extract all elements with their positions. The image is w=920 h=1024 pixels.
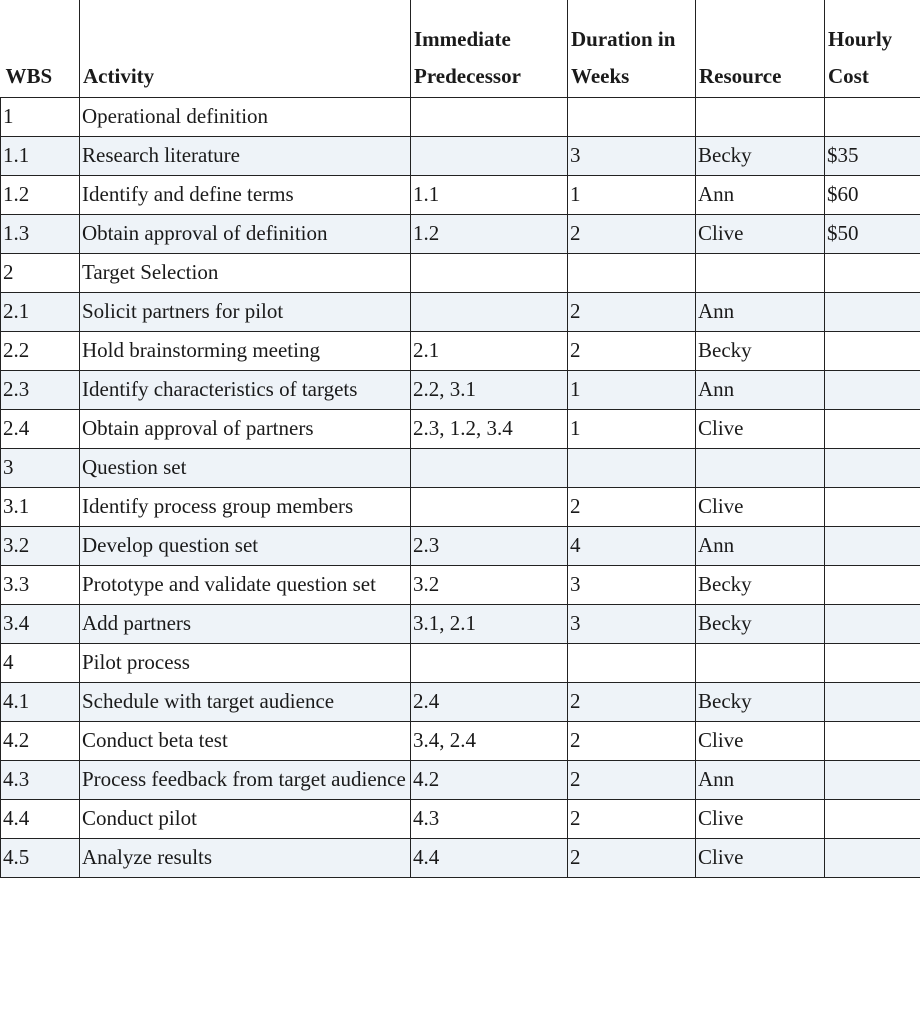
table-row (1, 839, 920, 878)
header-duration: Duration in Weeks (568, 0, 696, 98)
cell-activity: Identify process group members (80, 488, 411, 527)
cell-duration: 3 (568, 137, 696, 176)
cell-activity: Solicit partners for pilot (80, 293, 411, 332)
cell-predecessor: 3.1, 2.1 (411, 605, 568, 644)
cell-predecessor: 1.1 (411, 176, 568, 215)
cell-wbs: 3.2 (1, 527, 80, 566)
header-wbs: WBS (1, 0, 80, 98)
cell-predecessor: 2.2, 3.1 (411, 371, 568, 410)
table-body (1, 98, 920, 878)
cell-activity: Research literature (80, 137, 411, 176)
cell-resource (696, 254, 825, 293)
table-row (1, 683, 920, 722)
cell-wbs: 1 (1, 98, 80, 137)
header-predecessor: Immediate Predecessor (411, 0, 568, 98)
table-row (1, 566, 920, 605)
cell-wbs: 4.3 (1, 761, 80, 800)
table-row (1, 371, 920, 410)
table-row (1, 722, 920, 761)
cell-resource: Ann (696, 371, 825, 410)
cell-duration: 2 (568, 839, 696, 878)
cell-duration: 1 (568, 371, 696, 410)
cell-duration: 4 (568, 527, 696, 566)
cell-cost: $35 (825, 137, 920, 176)
table-row (1, 488, 920, 527)
cell-cost (825, 254, 920, 293)
table-row (1, 527, 920, 566)
cell-resource: Becky (696, 605, 825, 644)
cell-predecessor (411, 644, 568, 683)
cell-predecessor: 2.3 (411, 527, 568, 566)
cell-wbs: 4.4 (1, 800, 80, 839)
cell-duration: 3 (568, 605, 696, 644)
cell-cost (825, 644, 920, 683)
cell-duration: 2 (568, 488, 696, 527)
cell-activity: Operational definition (80, 98, 411, 137)
cell-duration: 3 (568, 566, 696, 605)
cell-wbs: 3 (1, 449, 80, 488)
table-row (1, 137, 920, 176)
cell-activity: Add partners (80, 605, 411, 644)
table-row (1, 98, 920, 137)
cell-activity: Conduct pilot (80, 800, 411, 839)
cell-duration: 2 (568, 293, 696, 332)
cell-activity: Obtain approval of partners (80, 410, 411, 449)
table-row (1, 449, 920, 488)
cell-cost (825, 683, 920, 722)
cell-duration: 2 (568, 722, 696, 761)
cell-resource: Becky (696, 683, 825, 722)
cell-duration (568, 644, 696, 683)
table-row (1, 410, 920, 449)
cell-resource: Ann (696, 527, 825, 566)
cell-predecessor: 3.2 (411, 566, 568, 605)
cell-activity: Question set (80, 449, 411, 488)
cell-cost (825, 839, 920, 878)
cell-wbs: 3.3 (1, 566, 80, 605)
cell-activity: Conduct beta test (80, 722, 411, 761)
cell-activity: Schedule with target audience (80, 683, 411, 722)
cell-predecessor: 3.4, 2.4 (411, 722, 568, 761)
cell-activity: Identify characteristics of targets (80, 371, 411, 410)
cell-resource: Clive (696, 800, 825, 839)
cell-cost (825, 410, 920, 449)
cell-predecessor: 4.4 (411, 839, 568, 878)
cell-duration (568, 98, 696, 137)
cell-cost (825, 527, 920, 566)
cell-duration: 2 (568, 761, 696, 800)
cell-cost (825, 566, 920, 605)
cell-cost: $50 (825, 215, 920, 254)
cell-duration: 2 (568, 800, 696, 839)
cell-cost (825, 332, 920, 371)
cell-wbs: 4 (1, 644, 80, 683)
cell-predecessor (411, 98, 568, 137)
cell-predecessor (411, 488, 568, 527)
cell-cost (825, 488, 920, 527)
cell-duration: 1 (568, 176, 696, 215)
cell-duration: 2 (568, 332, 696, 371)
cell-activity: Hold brainstorming meeting (80, 332, 411, 371)
header-resource: Resource (696, 0, 825, 98)
cell-cost (825, 722, 920, 761)
header-activity: Activity (80, 0, 411, 98)
cell-activity: Obtain approval of definition (80, 215, 411, 254)
cell-cost (825, 293, 920, 332)
header-cost: Hourly Cost (825, 0, 920, 98)
cell-wbs: 3.1 (1, 488, 80, 527)
cell-activity: Target Selection (80, 254, 411, 293)
cell-resource: Becky (696, 332, 825, 371)
cell-resource: Clive (696, 722, 825, 761)
cell-resource: Becky (696, 566, 825, 605)
cell-duration: 2 (568, 215, 696, 254)
table-row (1, 800, 920, 839)
cell-wbs: 1.3 (1, 215, 80, 254)
cell-resource: Becky (696, 137, 825, 176)
table-row (1, 761, 920, 800)
cell-resource (696, 644, 825, 683)
cell-predecessor (411, 254, 568, 293)
table-row (1, 605, 920, 644)
cell-predecessor: 2.4 (411, 683, 568, 722)
cell-activity: Analyze results (80, 839, 411, 878)
cell-predecessor (411, 137, 568, 176)
cell-resource: Clive (696, 410, 825, 449)
cell-wbs: 2.3 (1, 371, 80, 410)
cell-activity: Identify and define terms (80, 176, 411, 215)
cell-predecessor: 2.1 (411, 332, 568, 371)
cell-activity: Prototype and validate question set (80, 566, 411, 605)
cell-wbs: 4.1 (1, 683, 80, 722)
cell-resource: Clive (696, 839, 825, 878)
cell-predecessor: 4.2 (411, 761, 568, 800)
cell-wbs: 1.2 (1, 176, 80, 215)
cell-wbs: 1.1 (1, 137, 80, 176)
cell-predecessor: 2.3, 1.2, 3.4 (411, 410, 568, 449)
cell-predecessor (411, 449, 568, 488)
cell-predecessor: 4.3 (411, 800, 568, 839)
cell-cost (825, 371, 920, 410)
cell-cost (825, 449, 920, 488)
table-row (1, 332, 920, 371)
cell-cost (825, 605, 920, 644)
cell-resource (696, 449, 825, 488)
table-header (1, 0, 920, 98)
table-row (1, 644, 920, 683)
cell-resource: Clive (696, 488, 825, 527)
cell-cost (825, 800, 920, 839)
cell-duration (568, 449, 696, 488)
cell-wbs: 4.5 (1, 839, 80, 878)
cell-activity: Process feedback from target audience (80, 761, 411, 800)
cell-wbs: 2.4 (1, 410, 80, 449)
cell-wbs: 4.2 (1, 722, 80, 761)
cell-resource: Ann (696, 176, 825, 215)
cell-resource: Ann (696, 761, 825, 800)
cell-cost (825, 761, 920, 800)
cell-wbs: 2 (1, 254, 80, 293)
table-row (1, 215, 920, 254)
cell-duration: 1 (568, 410, 696, 449)
cell-cost (825, 98, 920, 137)
cell-predecessor: 1.2 (411, 215, 568, 254)
cell-duration (568, 254, 696, 293)
cell-duration: 2 (568, 683, 696, 722)
cell-wbs: 3.4 (1, 605, 80, 644)
cell-predecessor (411, 293, 568, 332)
cell-wbs: 2.1 (1, 293, 80, 332)
cell-activity: Develop question set (80, 527, 411, 566)
cell-resource: Clive (696, 215, 825, 254)
cell-wbs: 2.2 (1, 332, 80, 371)
cell-activity: Pilot process (80, 644, 411, 683)
cell-cost: $60 (825, 176, 920, 215)
table-row (1, 293, 920, 332)
cell-resource (696, 98, 825, 137)
cell-resource: Ann (696, 293, 825, 332)
table-row (1, 176, 920, 215)
table-row (1, 254, 920, 293)
header-row (1, 0, 920, 98)
